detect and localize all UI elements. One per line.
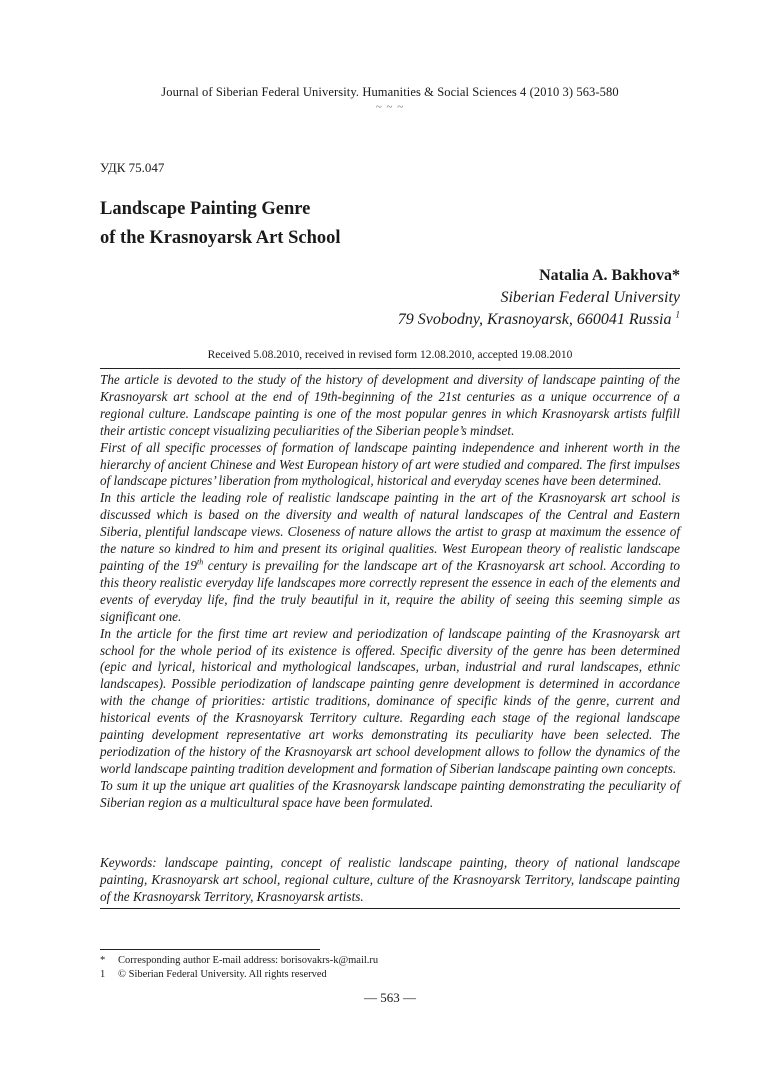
- footnote: [100, 968, 378, 982]
- udk-code: УДК 75.047: [100, 160, 165, 175]
- page-number: — 563 —: [364, 990, 416, 1005]
- footnote-mark: 1: [100, 969, 106, 980]
- footnote-text: Corresponding author E-mail address: borisovakrs-k@mail.ru: [118, 955, 379, 966]
- author-affiliation: Siberian Federal University: [500, 289, 680, 306]
- title-line-2: of the Krasnoyarsk Art School: [100, 228, 341, 248]
- abstract-p3-part1: In this article the leading role of realistic landscape painting in the art of the Krasnoyarsk art school is discussed which is based on the diversity and wealth of natural landscapes of the Central and Eastern Siberia, plentiful landscape views. Closeness of nature allows the artist to grasp at maximum the essence of the nature so kindred to him and present its original qualities. West European theory of realistic landscape painting of the 19: [100, 490, 680, 573]
- abstract-paragraph-4: In the article for the first time art review and periodization of landscape painting of the Krasnoyarsk art school for the whole period of its existence is offered. Specific diversity of the genre has been determined (epic and lyrical, historical and mythological landscapes, urban, industrial and rural landscapes, ethnic landscapes). Possible periodization of landscape painting genre development is determined in accordance with the change of priorities: artistic traditions, dominance of specific kinds of the genre, current and historical events of the Krasnoyarsk Territory culture. Regarding each stage of the regional landscape painting development representative art works demonstrating its peculiarity have been selected. The periodization of the history of the Krasnoyarsk art school development allows to follow the dynamics of the world landscape painting tradition development and formation of Siberian landscape painting own concepts.: [100, 625, 680, 776]
- abstract-paragraph-3: [100, 490, 680, 625]
- title-line-1: Landscape Painting Genre: [100, 199, 311, 219]
- author-name: Natalia A. Bakhova*: [539, 267, 680, 284]
- keywords: Keywords: landscape painting, concept of realistic landscape painting, theory of national landscape painting, Krasnoyarsk art school, regional culture, culture of the Krasnoyarsk Territory, landscape painting of the Krasnoyarsk Territory, Krasnoyarsk artists.: [100, 855, 680, 904]
- abstract-top-rule: [100, 368, 680, 369]
- author-block: [398, 265, 680, 331]
- received-dates: Received 5.08.2010, received in revised form 12.08.2010, accepted 19.08.2010: [207, 349, 573, 361]
- abstract-p3-sup: th: [197, 557, 204, 567]
- abstract-paragraph-5: To sum it up the unique art qualities of the Krasnoyarsk landscape painting demonstrating the peculiarity of Siberian region as a multicultural space have been formulated.: [100, 777, 680, 810]
- address-footnote-mark: 1: [675, 309, 680, 320]
- abstract-p3-part2: century is prevailing for the landscape art of the Krasnoyarsk art school. According to this theory realistic everyday life landscapes more correctly represent the essence in each of the elements and events of everyday life, find the truly beautiful in it, require the ability of seeing this seeming simple as significant one.: [100, 557, 680, 624]
- abstract-paragraph-2: First of all specific processes of formation of landscape painting independence and inherent worth in the hierarchy of ancient Chinese and West European history of art were studied and compared. The first impulses of landscape pictures’ liberation from mythological, historical and everyday scenes have been determined.: [100, 439, 680, 489]
- author-address: [398, 309, 680, 331]
- abstract-bottom-rule: [100, 908, 680, 909]
- footnote-mark: *: [100, 955, 106, 966]
- abstract-paragraph-1: The article is devoted to the study of the history of development and diversity of landscape painting of the Krasnoyarsk art school at the end of 19th-beginning of the 21st centuries as a unique occurrence of a regional culture. Landscape painting is one of the most popular genres in which Krasnoyarsk artists fulfill their artistic concept visualizing peculiarities of the Siberian people’s mindset.: [100, 372, 680, 438]
- footnote-rule: [100, 949, 320, 950]
- header-separator: ~ ~ ~: [375, 101, 405, 113]
- journal-header: Journal of Siberian Federal University. Humanities & Social Sciences 4 (2010 3) 563-580: [161, 85, 619, 99]
- footnote-text: © Siberian Federal University. All rights reserved: [118, 969, 327, 980]
- abstract: [100, 372, 680, 812]
- article-title: [100, 195, 341, 253]
- footnote: [100, 954, 378, 968]
- footnotes: [100, 954, 378, 982]
- address-text: 79 Svobodny, Krasnoyarsk, 660041 Russia: [397, 311, 672, 328]
